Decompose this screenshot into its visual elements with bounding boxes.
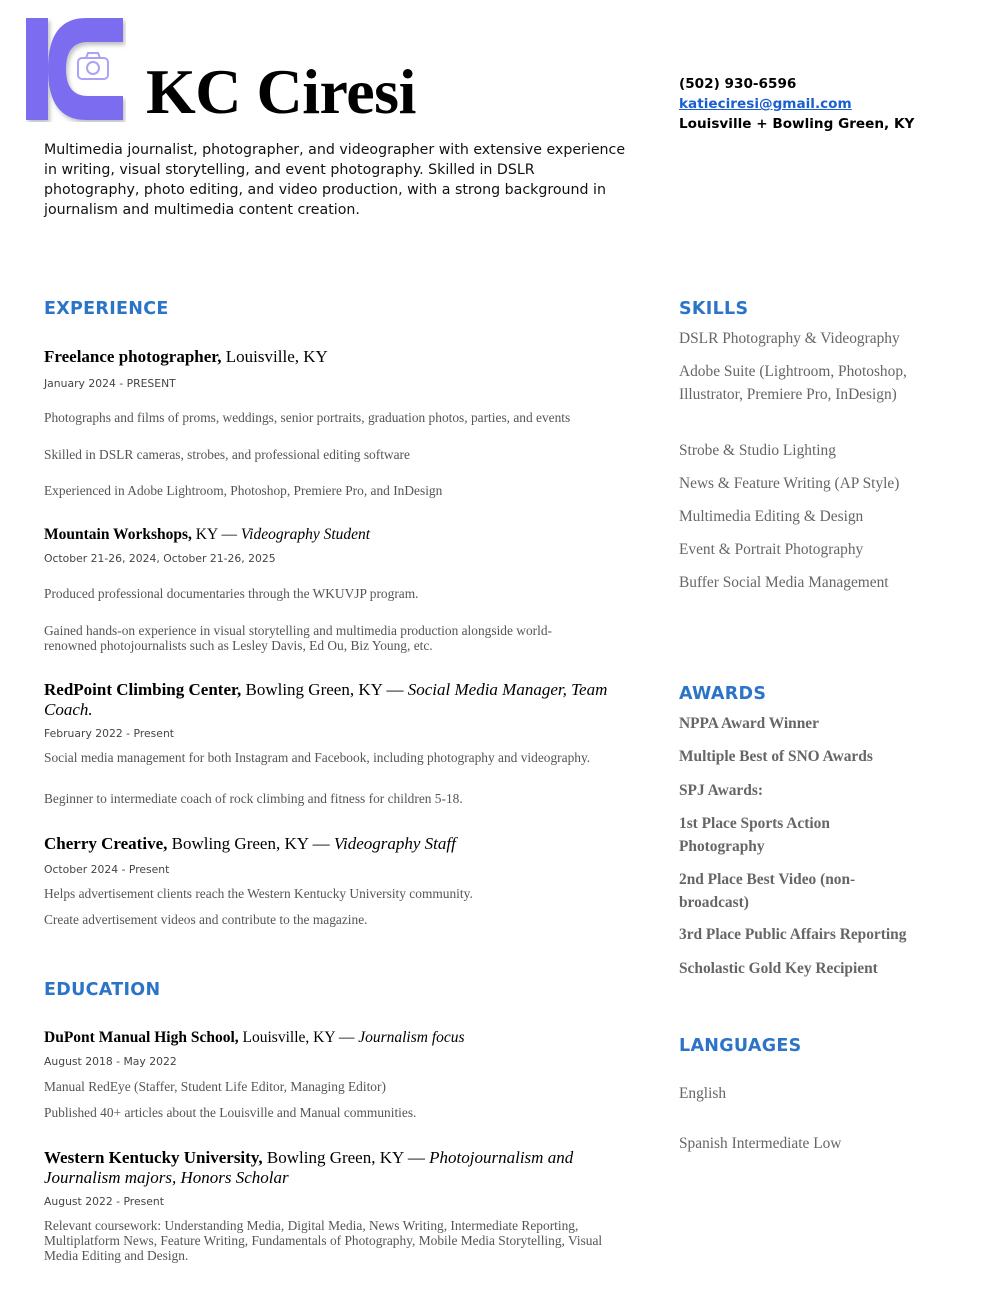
award-item: Multiple Best of SNO Awards — [679, 748, 873, 765]
summary: Multimedia journalist, photographer, and videographer with extensive experience in writing, visual storytelling, and event photography. Skilled in DSLR photography, photo editing, and video production, with a strong background in journalism and multimedia content creation. — [44, 142, 626, 218]
language-item: English — [679, 1085, 727, 1102]
job-date: October 2024 - Present — [44, 863, 170, 876]
job-title: RedPoint Climbing Center, Bowling Green, KY — Social Media Manager, Team Coach. — [44, 680, 608, 719]
contact-block — [679, 74, 914, 134]
school-title: Western Kentucky University, Bowling Green, KY — Photojournalism and Journalism majors, Honors Scholar — [44, 1148, 574, 1187]
skills-heading: SKILLS — [679, 299, 749, 319]
job-bullet: Skilled in DSLR cameras, strobes, and professional editing software — [44, 447, 410, 462]
experience-heading: EXPERIENCE — [44, 299, 169, 319]
award-item: SPJ Awards: — [679, 782, 763, 799]
education-heading: EDUCATION — [44, 980, 161, 1000]
school-bullet: Relevant coursework: Understanding Media, Digital Media, News Writing, Intermediate Reporting, Multiplatform News, Feature Writing, Fundamentals of Photography, Mobile Media Storytelling, Visual Media Editing and Design. — [44, 1218, 603, 1263]
skill-item: DSLR Photography & Videography — [679, 330, 900, 347]
school-bullet: Published 40+ articles about the Louisville and Manual communities. — [44, 1105, 417, 1120]
job-title: Freelance photographer, Louisville, KY — [44, 347, 328, 366]
job-bullet: Helps advertisement clients reach the Western Kentucky University community. — [44, 886, 473, 901]
camera-icon — [78, 53, 108, 79]
job-title: Cherry Creative, Bowling Green, KY — Videography Staff — [44, 834, 456, 853]
skill-item: Strobe & Studio Lighting — [679, 442, 836, 459]
languages-heading: LANGUAGES — [679, 1036, 802, 1056]
job-bullet: Create advertisement videos and contribute to the magazine. — [44, 912, 368, 927]
job-bullet: Experienced in Adobe Lightroom, Photoshop, Premiere Pro, and InDesign — [44, 483, 443, 498]
phone: (502) 930-6596 — [679, 76, 797, 92]
email-link[interactable]: katieciresi@gmail.com — [679, 96, 852, 112]
job-date: October 21-26, 2024, October 21-26, 2025 — [44, 552, 276, 565]
name-heading: KC Ciresi — [146, 56, 416, 127]
award-item: 1st Place Sports Action Photography — [679, 815, 830, 855]
award-item: Scholastic Gold Key Recipient — [679, 960, 878, 977]
skill-item: News & Feature Writing (AP Style) — [679, 475, 900, 492]
job-bullet: Beginner to intermediate coach of rock climbing and fitness for children 5-18. — [44, 791, 463, 806]
award-item: 2nd Place Best Video (non-broadcast) — [679, 871, 856, 911]
job-date: January 2024 - PRESENT — [44, 377, 176, 390]
school-title: DuPont Manual High School, Louisville, KY — Journalism focus — [44, 1029, 465, 1046]
school-date: August 2018 - May 2022 — [44, 1055, 177, 1068]
award-item: 3rd Place Public Affairs Reporting — [679, 926, 907, 943]
skill-item: Event & Portrait Photography — [679, 541, 864, 558]
skill-item: Adobe Suite (Lightroom, Photoshop, Illustrator, Premiere Pro, InDesign) — [679, 363, 907, 403]
job-title: Mountain Workshops, KY — Videography Student — [44, 526, 371, 543]
language-item: Spanish Intermediate Low — [679, 1135, 842, 1152]
skill-item: Multimedia Editing & Design — [679, 508, 864, 525]
school-bullet: Manual RedEye (Staffer, Student Life Editor, Managing Editor) — [44, 1079, 386, 1094]
school-date: August 2022 - Present — [44, 1195, 164, 1208]
job-bullet: Photographs and films of proms, weddings, senior portraits, graduation photos, parties, and events — [44, 410, 571, 425]
job-bullet: Produced professional documentaries through the WKUVJP program. — [44, 586, 419, 601]
job-bullet: Gained hands-on experience in visual storytelling and multimedia production alongside world-renowned photojournalists such as Lesley Davis, Ed Ou, Biz Young, etc. — [44, 623, 552, 653]
job-bullet: Social media management for both Instagram and Facebook, including photography and videography. — [44, 750, 591, 765]
job-date: February 2022 - Present — [44, 727, 175, 740]
awards-heading: AWARDS — [679, 684, 767, 704]
logo — [26, 18, 126, 122]
location: Louisville + Bowling Green, KY — [679, 116, 915, 132]
skill-item: Buffer Social Media Management — [679, 574, 889, 591]
award-item: NPPA Award Winner — [679, 715, 819, 732]
